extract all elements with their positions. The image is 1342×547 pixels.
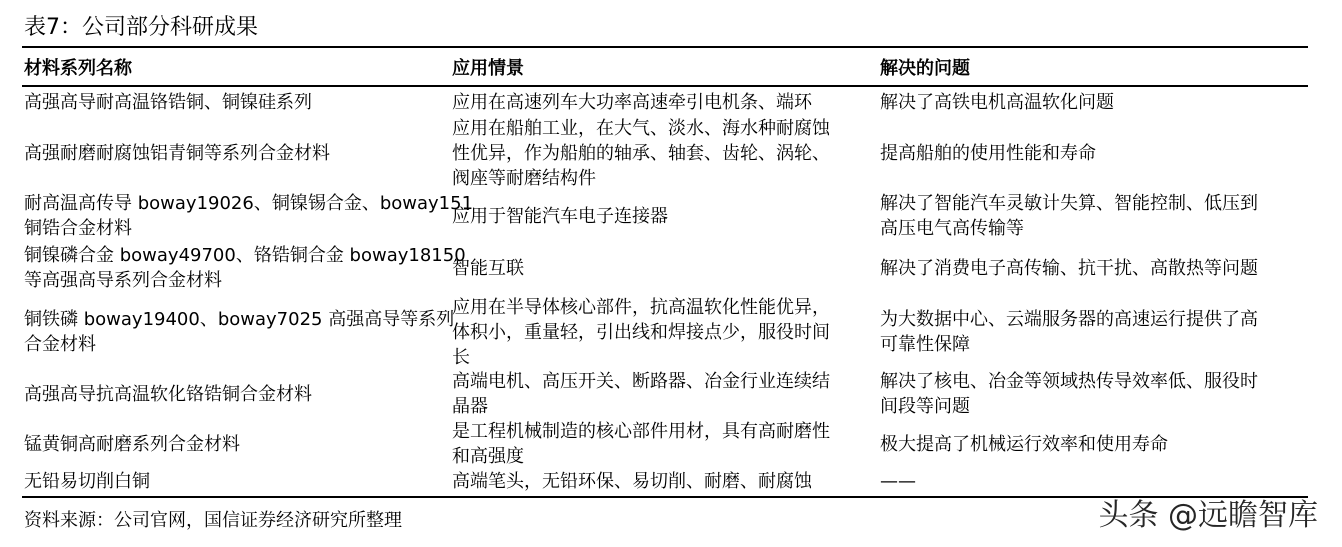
cell-problem-solved [880,295,1310,369]
cell-line: —— [880,471,916,492]
cell-application [452,295,880,369]
cell-problem-solved [880,89,1310,115]
cell-material-series [24,419,452,469]
cell-line: 高强高导抗高温软化铬锆铜合金材料 [24,383,312,405]
cell-material-series [24,369,452,419]
cell-line: 等高强高导系列合金材料 [24,270,222,291]
cell-text [24,432,240,457]
cell-application [452,115,880,191]
cell-line: 铜镍磷合金 boway49700、铬锆铜合金 boway18150 [24,245,466,266]
cell-text [452,90,812,115]
cell-line: 铜锆合金材料 [24,218,132,239]
cell-line: 解决了高铁电机高温软化问题 [880,91,1114,113]
cell-text [880,256,1258,281]
cell-line: 解决了消费电子高传输、抗干扰、高散热等问题 [880,257,1258,279]
watermark-text: 头条 @远瞻智库 [1098,498,1318,533]
cell-problem-solved [880,369,1310,419]
cell-text [24,382,312,407]
cell-text [452,369,830,419]
cell-material-series [24,191,474,241]
cell-line: 无铅易切削白铜 [24,471,150,492]
cell-application [452,369,880,419]
cell-text [452,116,830,191]
cell-line: 合金材料 [24,334,96,355]
source-note: 资料来源：公司官网，国信证券经济研究所整理 [24,510,402,531]
cell-text [880,141,1096,166]
cell-material-series [24,241,466,295]
cell-application [452,241,880,295]
cell-line: 耐高温高传导 boway19026、铜镍锡合金、boway151 [24,193,474,214]
cell-line: 解决了核电、冶金等领域热传导效率低、服役时 [880,371,1258,392]
cell-line: 应用在船舶工业，在大气、淡水、海水种耐腐蚀 [452,117,830,139]
cell-text [880,469,916,494]
cell-line: 高端电机、高压开关、断路器、冶金行业连续结 [452,371,830,392]
cell-text [880,432,1168,457]
cell-material-series [24,295,455,369]
cell-line: 性优异，作为船舶的轴承、轴套、齿轮、涡轮、 [452,142,830,164]
cell-line: 晶器 [452,396,488,417]
cell-line: 可靠性保障 [880,334,970,355]
cell-problem-solved [880,191,1310,241]
cell-text [24,243,466,293]
cell-line: 高压电气高传输等 [880,218,1024,239]
cell-text [452,469,812,494]
cell-line: 锰黄铜高耐磨系列合金材料 [24,433,240,455]
cell-text [452,204,668,229]
cell-application [452,89,880,115]
cell-line: 应用在高速列车大功率高速牵引电机条、端环 [452,91,812,113]
cell-text [452,256,524,281]
cell-material-series [24,115,452,191]
cell-line: 解决了智能汽车灵敏计失算、智能控制、低压到 [880,193,1258,214]
cell-line: 应用于智能汽车电子连接器 [452,205,668,227]
cell-problem-solved [880,115,1310,191]
cell-text [880,307,1258,357]
cell-problem-solved [880,241,1310,295]
cell-material-series [24,89,452,115]
cell-line: 极大提高了机械运行效率和使用寿命 [880,433,1168,455]
cell-line: 高强高导耐高温铬锆铜、铜镍硅系列 [24,91,312,113]
cell-line: 长 [452,346,470,368]
cell-text [452,295,830,370]
cell-line: 高强耐磨耐腐蚀铝青铜等系列合金材料 [24,142,330,164]
header-rule [22,85,1308,87]
cell-text [880,369,1258,419]
cell-line: 应用在半导体核心部件，抗高温软化性能优异， [452,296,830,318]
cell-problem-solved [880,469,1310,494]
cell-application [452,191,880,241]
cell-text [24,469,150,494]
cell-text [880,90,1114,115]
cell-text [452,419,830,469]
cell-material-series [24,469,452,494]
cell-line: 为大数据中心、云端服务器的高速运行提供了高 [880,309,1258,330]
header-application: 应用情景 [452,57,524,79]
cell-line: 和高强度 [452,446,524,467]
header-material-series: 材料系列名称 [24,57,132,79]
cell-line: 铜铁磷 boway19400、boway7025 高强高导等系列 [24,309,455,330]
cell-text [880,191,1258,241]
cell-text [24,90,312,115]
cell-application [452,469,880,494]
cell-problem-solved [880,419,1310,469]
header-problem-solved: 解决的问题 [880,57,970,79]
cell-line: 阀座等耐磨结构件 [452,167,596,189]
cell-application [452,419,880,469]
cell-text [24,191,473,241]
cell-text [24,141,330,166]
cell-line: 是工程机械制造的核心部件用材，具有高耐磨性 [452,421,830,442]
cell-line: 体积小，重量轻，引出线和焊接点少，服役时间 [452,321,830,343]
table-title: 表7：公司部分科研成果 [24,15,258,40]
table-top-rule [22,46,1308,48]
cell-text [24,307,454,357]
cell-line: 智能互联 [452,257,524,279]
cell-line: 间段等问题 [880,396,970,417]
cell-line: 高端笔头，无铅环保、易切削、耐磨、耐腐蚀 [452,471,812,492]
cell-line: 提高船舶的使用性能和寿命 [880,142,1096,164]
